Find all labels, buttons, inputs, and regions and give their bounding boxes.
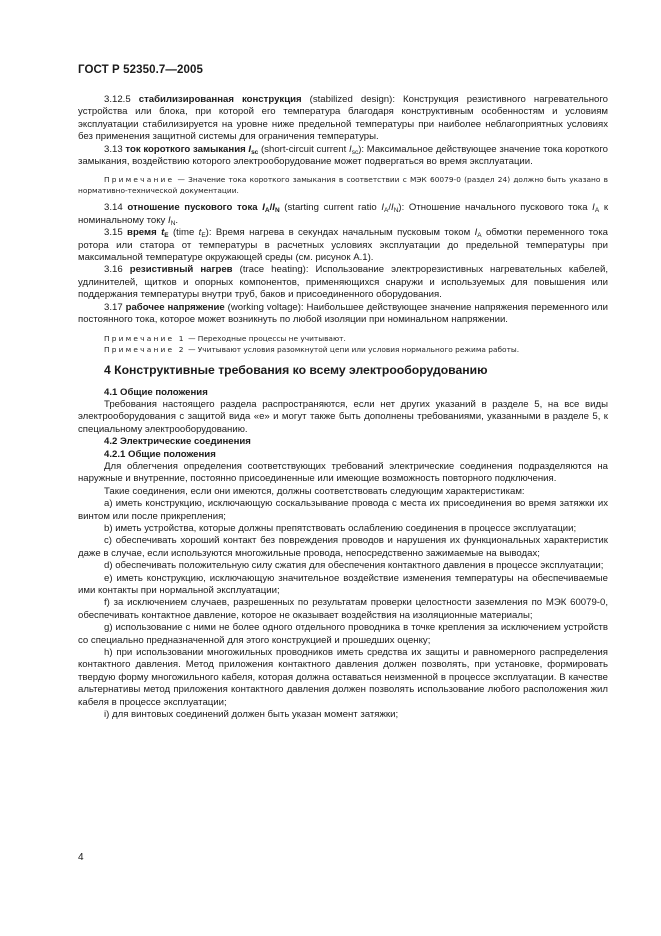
heading-text: 4.2 Электрические соединения	[104, 436, 251, 448]
term-english: (starting current ratio	[279, 202, 382, 214]
symbol: I	[474, 227, 478, 239]
note-label: Примечание 2	[104, 344, 186, 354]
symbol: I	[248, 143, 252, 155]
list-item-g: g) использование с ними не более одного отдельного проводника в точке крепления за исключением устройств со специально предназначенной для этого конструкцией и прошедших оценку;	[78, 622, 608, 646]
clause-3-12-5	[78, 94, 608, 144]
definition: ): Максимальное действующее значение тока короткого замыкания, воздействию которого электрооборудование может подвергаться во время эксплуатации.	[78, 143, 608, 168]
note-3-13	[78, 174, 608, 196]
definition: (working voltage): Наибольшее действующее значение напряжения переменного или постоянного тока, которое может возникнуть по любой изоляции при номинальном напряжении.	[78, 301, 608, 326]
clause-3-17	[78, 302, 608, 327]
clause-number: 3.15	[104, 227, 123, 239]
term: ток короткого замыкания	[125, 143, 246, 155]
clause-number: 3.14	[104, 202, 123, 214]
symbol: t	[198, 227, 202, 239]
paragraph-4-1: Требования настоящего раздела распространяются, если нет других указаний в разделе 5, на все виды электрооборудования с защитой вида «е» и могут также быть дополнены требованиями, указанными в разделе 5, к специальному электрооборудованию.	[78, 398, 608, 435]
clause-number: 3.13	[104, 143, 123, 155]
symbol-subscript: sc	[351, 148, 359, 156]
symbol-subscript: E	[201, 232, 206, 240]
list-item-b: b) иметь устройства, которые должны препятствовать ослаблению соединения в процессе эксплуатации;	[104, 522, 577, 534]
page-content	[78, 94, 608, 721]
symbol-subscript: sc	[251, 148, 259, 156]
page-number: 4	[78, 852, 84, 863]
term: время	[127, 227, 157, 239]
punctuation: .	[175, 214, 179, 226]
definition: (trace heating): Использование электрорезистивных нагревательных кабелей, удлинителей, щитков и опорных компонентов, применяющихся снаружи и используемых для повышения или поддержания температуры внутри труб, баков и присоединенного оборудования.	[78, 264, 608, 301]
symbol: I	[349, 143, 352, 155]
note-text: — Переходные процессы не учитывают.	[185, 333, 346, 343]
list-item-e: e) иметь конструкцию, исключающую значительное воздействие изменения температуры на обеспечиваемые ими контакты при нормальной эксплуатации;	[78, 572, 608, 596]
definition: ): Время нагрева в секундах начальным пусковым током	[205, 227, 475, 239]
symbol: I	[262, 202, 265, 214]
note-3-17-1	[78, 333, 608, 344]
term: рабочее напряжение	[125, 301, 225, 313]
clause-3-14: 3.14 отношение пускового тока $I_A/I_N$ (starting current ratio $I_A/I_N$): Отношение начального пускового тока $I_A$ к номинальному току $I_N$.	[78, 202, 609, 227]
list-item-a: a) иметь конструкцию, исключающую соскальзывание провода с места их присоединения во время затяжки их винтом или после прикрепления;	[78, 498, 608, 522]
term: отношение пускового тока	[127, 202, 258, 214]
list-item-h: h) при использовании многожильных проводников иметь средства их защиты и равномерного распределения контактного давления. Метод приложения контактного давления должен позволять, при установке, формировать твердую форму многожильного кабеля, которая должна оставаться неизменной в процессе эксплуатации. В качестве альтернативы метод приложения контактного давления должен позволять использование любого расположения жил кабеля в процессе эксплуатации;	[78, 647, 608, 708]
symbol-subscript: A	[384, 207, 389, 215]
heading-text: 4.2.1 Общие положения	[104, 448, 216, 460]
symbol-subscript: N	[170, 219, 176, 227]
list-item-c: c) обеспечивать хороший контакт без повреждения проводов и нарушения их функциональных характеристик даже в случае, если используются многожильные провода, непосредственно зажимаемые на выводах;	[78, 535, 608, 559]
note-label: Примечание	[104, 175, 175, 185]
definition: к номинальному току	[78, 202, 609, 226]
clause-number: 3.17	[104, 301, 123, 313]
paragraph-4-2-1-b: Такие соединения, если они имеются, должны соответствовать следующим характеристикам:	[104, 485, 525, 497]
term-english: (time	[168, 227, 199, 239]
symbol-subscript: A	[594, 207, 600, 215]
symbol: I	[272, 202, 275, 214]
symbol-subscript: A	[477, 232, 482, 240]
symbol-subscript: E	[164, 232, 169, 240]
note-text: — Учитывают условия разомкнутой цепи или условия нормального режима работы.	[185, 344, 520, 354]
note-label: Примечание 1	[104, 333, 186, 343]
symbol: I	[381, 202, 385, 214]
list-item-i: i) для винтовых соединений должен быть указан момент затяжки;	[104, 709, 399, 721]
heading-text: 4.1 Общие положения	[104, 386, 208, 398]
note-3-17-2	[78, 344, 608, 355]
list-item-d: d) обеспечивать положительную силу сжатия для обеспечения контактного давления в процессе эксплуатации;	[104, 560, 604, 572]
clause-number: 3.16	[104, 264, 123, 276]
subsection-4-2-heading	[78, 436, 608, 448]
symbol-subscript: N	[274, 207, 280, 215]
term: стабилизированная конструкция	[138, 94, 302, 105]
page-header: ГОСТ Р 52350.7—2005	[78, 64, 203, 76]
term: резистивный нагрев	[129, 264, 233, 276]
clause-number: 3.12.5	[104, 94, 131, 105]
clause-3-15	[78, 227, 608, 264]
subsection-4-2-1-heading	[78, 449, 608, 461]
clause-3-13	[78, 144, 608, 169]
definition: обмотки переменного тока ротора или статора от температуры в расчетных условиях эксплуатации до предельной температуры при максимальной температуре окружающей среды (см. рисунок А.1).	[78, 227, 609, 264]
symbol: I	[168, 214, 171, 226]
note-text: — Значение тока короткого замыкания в соответствии с МЭК 60079-0 (раздел 24) должно быть указано в нормативно-технической документации.	[78, 175, 608, 196]
symbol-subscript: A	[264, 207, 270, 215]
symbol: I	[592, 202, 595, 214]
symbol: t	[161, 227, 165, 239]
clause-3-16	[78, 264, 608, 301]
definition: ): Отношение начального пускового тока	[398, 202, 593, 214]
term-english: (short-circuit current	[258, 143, 350, 155]
list-item-f: f) за исключением случаев, разрешенных по результатам проверки целостности заземления по МЭК 60079-0, обеспечивать контактное давление, которое не оказывает воздействия на изоляционные материалы;	[78, 597, 608, 621]
subsection-4-1-heading	[78, 387, 608, 399]
paragraph-4-2-1-a: Для облегчения определения соответствующих требований электрические соединения подразделяются на наружные и внутренние, постоянно присоединенные или имеющие возможность повторного подключения.	[78, 460, 608, 485]
symbol-subscript: N	[393, 207, 399, 215]
section-4-heading: 4 Конструктивные требования ко всему электрооборудованию	[104, 362, 488, 377]
symbol: I	[391, 202, 394, 214]
definition: (stabilized design): Конструкция резистивного нагревательного устройства или блока, при которой его температура благодаря конструктивным особенностям и условиям эксплуатации стабилизируется на уровне ниже предельной температуры при наиболее неблагоприятных условиях без применения защитной системы для ограничения температуры.	[78, 94, 609, 143]
